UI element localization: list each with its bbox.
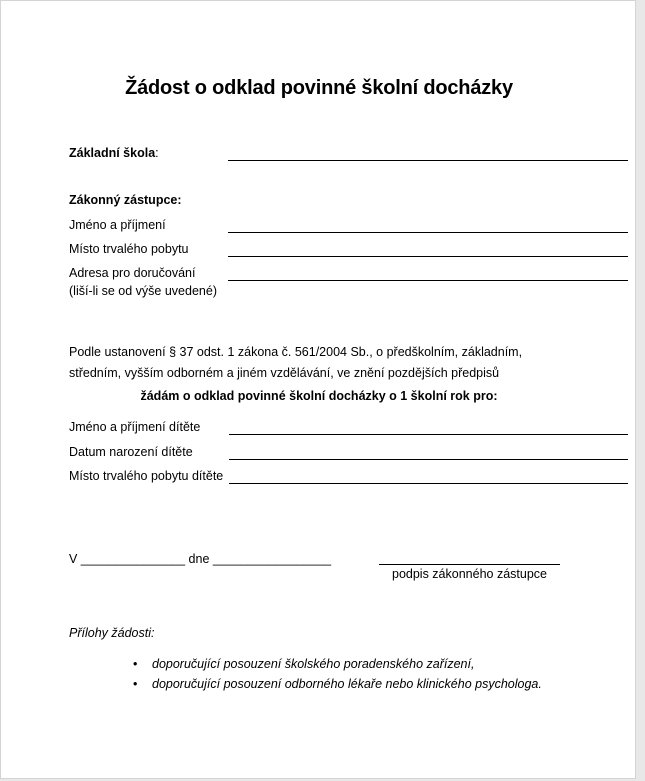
field-line-guardian-name[interactable] (228, 232, 628, 233)
field-line-guardian-residence[interactable] (228, 256, 628, 257)
field-row-child-residence (69, 469, 569, 489)
page-title: Žádost o odklad povinné školní docházky (125, 77, 513, 99)
field-label-guardian-residence: Místo trvalého pobytu (69, 242, 189, 256)
field-row-school (69, 146, 569, 166)
field-row-child-name (69, 420, 569, 440)
legal-reference-paragraph: Podle ustanovení § 37 odst. 1 zákona č. 561/2004 Sb., o předškolním, základním, středním, vyšším odborném a jiném vzdělávání, ve znění pozdějších předpisů (69, 345, 523, 380)
field-line-guardian-delivery-address[interactable] (228, 280, 628, 281)
attachments-heading: Přílohy žádosti: (69, 626, 155, 640)
list-item-label: doporučující posouzení školského poradenského zařízení, (152, 657, 475, 671)
field-label-child-residence: Místo trvalého pobytu dítěte (69, 469, 224, 483)
signature-line[interactable] (379, 564, 560, 565)
field-note-guardian-delivery-address: (liší-li se od výše uvedené) (69, 284, 217, 298)
field-line-child-birthdate[interactable] (229, 459, 628, 460)
attachments-list (131, 654, 542, 694)
field-label-guardian-name: Jméno a příjmení (69, 218, 166, 232)
field-label-school: Základní škola: (69, 146, 159, 160)
field-line-child-residence[interactable] (229, 483, 628, 484)
signature-caption: podpis zákonného zástupce (392, 567, 547, 581)
list-item-label: doporučující posouzení odborného lékaře nebo klinického psychologa. (152, 677, 542, 691)
list-item (131, 654, 542, 674)
field-row-guardian-name (69, 218, 569, 238)
field-label-child-birthdate: Datum narození dítěte (69, 445, 193, 459)
list-item (131, 674, 542, 694)
signature-place-date-line[interactable]: V _______________ dne _________________ (69, 552, 332, 566)
field-line-school[interactable] (228, 160, 628, 161)
field-label-guardian-delivery-address: Adresa pro doručování (69, 266, 196, 280)
field-row-guardian-delivery-address (69, 266, 569, 286)
field-row-guardian-residence (69, 242, 569, 262)
section-heading-guardian: Zákonný zástupce: (69, 193, 182, 207)
request-statement: žádám o odklad povinné školní docházky o 1 školní rok pro: (140, 389, 498, 403)
bullet-icon: • (133, 677, 138, 691)
bullet-icon: • (133, 657, 138, 671)
field-label-child-name: Jméno a příjmení dítěte (69, 420, 201, 434)
field-row-child-birthdate (69, 445, 569, 465)
field-line-child-name[interactable] (229, 434, 628, 435)
